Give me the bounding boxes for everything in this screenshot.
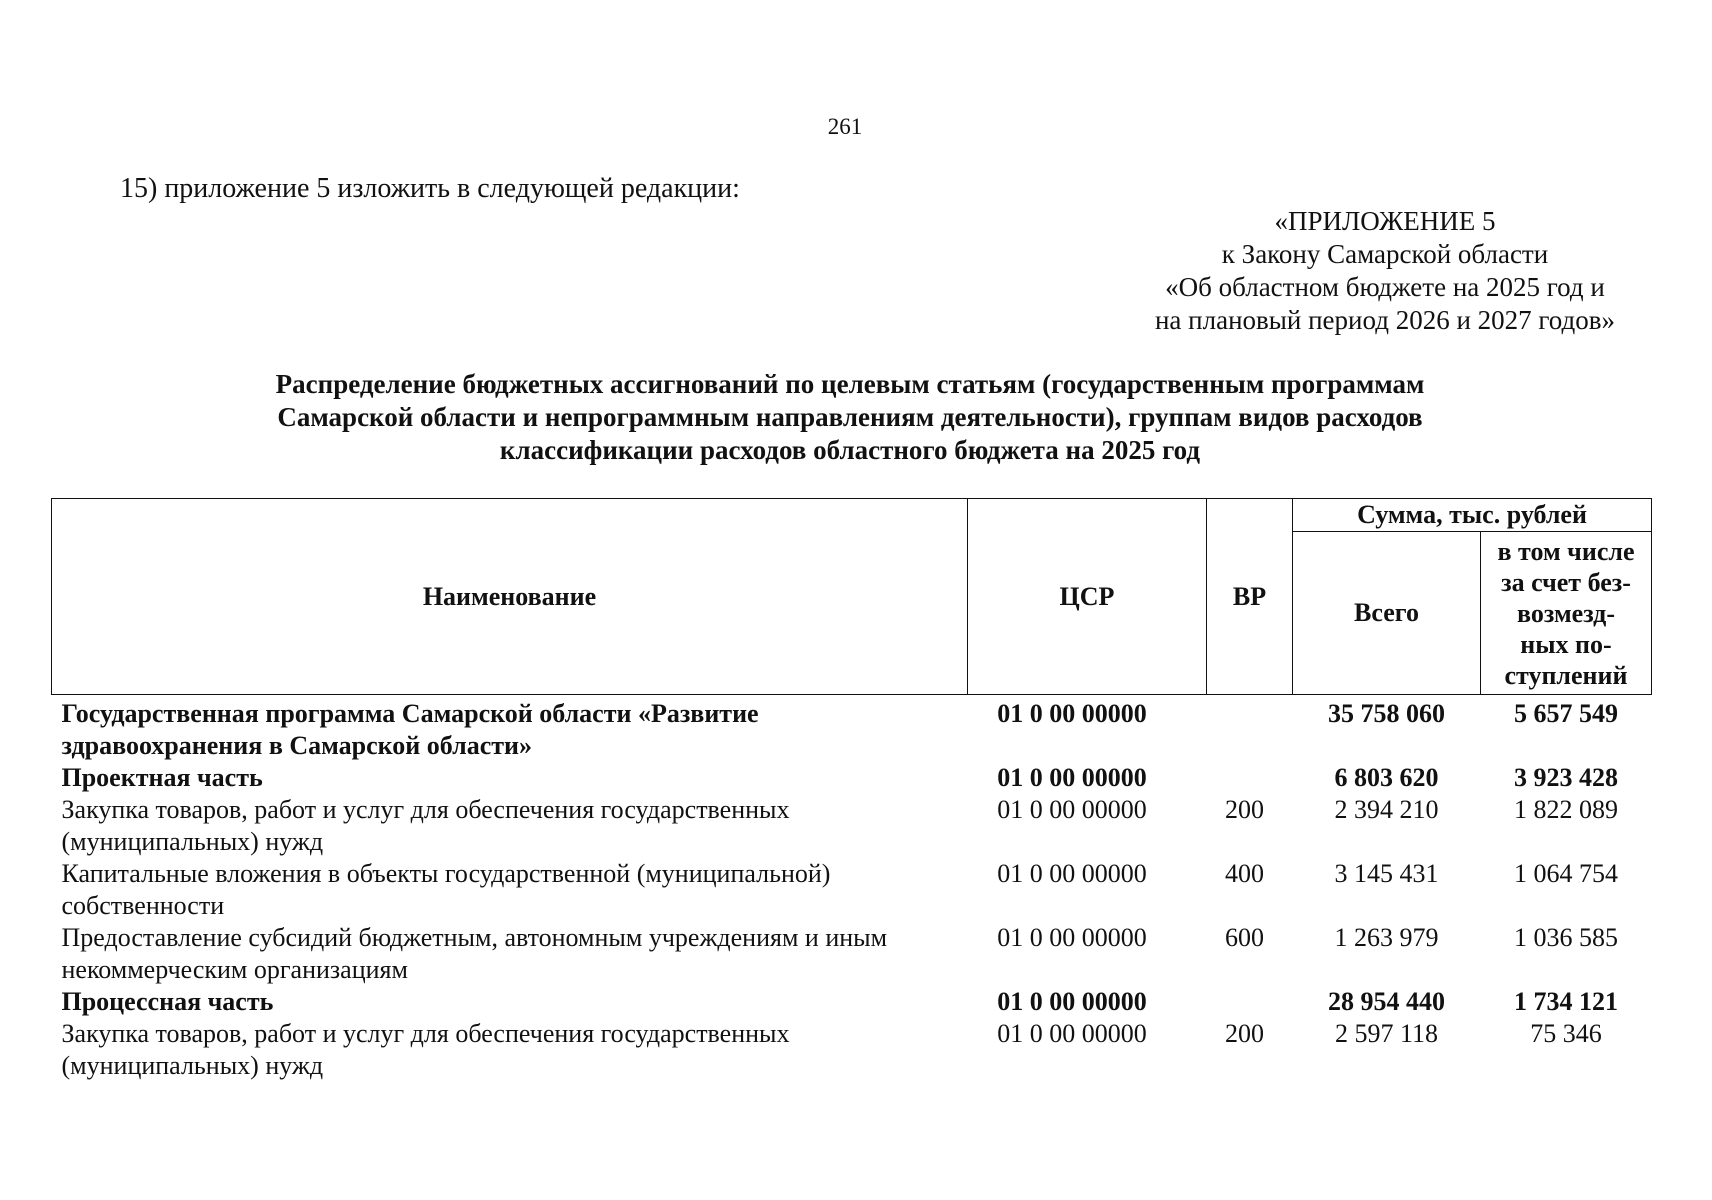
row-name: Государственная программа Самарской области «Развитие здравоохранения в Самарской области» — [61, 699, 759, 760]
table-row — [52, 986, 1652, 1018]
row-vr — [1207, 695, 1293, 763]
table-row — [52, 762, 1652, 794]
row-name: Проектная часть — [61, 763, 263, 792]
row-total: 3 145 431 — [1334, 859, 1439, 888]
table-title — [180, 368, 1520, 467]
appendix-line: «ПРИЛОЖЕНИЕ 5 — [1274, 206, 1496, 236]
page-number: 261 — [827, 114, 863, 139]
row-vr — [1207, 986, 1293, 1018]
row-free: 1 822 089 — [1514, 795, 1618, 824]
row-csr: 01 0 00 00000 — [997, 699, 1147, 728]
row-csr: 01 0 00 00000 — [997, 923, 1147, 952]
row-total: 28 954 440 — [1328, 987, 1445, 1016]
table-title-line: Распределение бюджетных ассигнований по целевым статьям (государственным программам — [275, 369, 1425, 399]
row-total: 2 597 118 — [1334, 1019, 1439, 1048]
row-vr: 200 — [1225, 1019, 1264, 1048]
header-csr: ЦСР — [968, 499, 1207, 695]
table-row — [52, 794, 1652, 858]
row-free: 5 657 549 — [1514, 699, 1618, 728]
row-free: 3 923 428 — [1514, 763, 1618, 792]
row-csr: 01 0 00 00000 — [997, 987, 1147, 1016]
row-name: Закупка товаров, работ и услуг для обеспечения государственных (муниципальных) нужд — [61, 795, 790, 856]
header-sum: Сумма, тыс. рублей — [1293, 499, 1652, 532]
table-row — [52, 695, 1652, 763]
row-csr: 01 0 00 00000 — [997, 763, 1147, 792]
row-total: 1 263 979 — [1334, 923, 1439, 952]
table-row — [52, 1018, 1652, 1082]
header-free-line: возмезд- — [1517, 598, 1615, 628]
row-total: 6 803 620 — [1334, 763, 1439, 792]
header-free-line: за счет без- — [1501, 567, 1631, 597]
header-free-line: ступлений — [1504, 660, 1628, 690]
row-total: 2 394 210 — [1334, 795, 1439, 824]
header-name: Наименование — [52, 499, 968, 695]
table-row — [52, 858, 1652, 922]
row-name: Закупка товаров, работ и услуг для обеспечения государственных (муниципальных) нужд — [61, 1019, 790, 1080]
row-csr: 01 0 00 00000 — [997, 795, 1147, 824]
row-vr: 600 — [1225, 923, 1264, 952]
table-body — [52, 695, 1652, 1083]
table-row — [52, 922, 1652, 986]
appendix-header — [1100, 205, 1670, 337]
row-name: Процессная часть — [61, 987, 274, 1016]
appendix-line: на плановый период 2026 и 2027 годов» — [1154, 305, 1616, 335]
table-title-line: Самарской области и непрограммным направлениям деятельности), группам видов расходов — [277, 402, 1423, 432]
header-free — [1481, 532, 1652, 695]
row-vr: 400 — [1225, 859, 1264, 888]
appendix-line: «Об областном бюджете на 2025 год и — [1165, 272, 1605, 302]
header-total: Всего — [1293, 532, 1481, 695]
header-free-line: ных по- — [1520, 629, 1612, 659]
row-free: 1 036 585 — [1514, 923, 1618, 952]
row-name: Капитальные вложения в объекты государственной (муниципальной) собственности — [61, 859, 831, 920]
row-free: 1 064 754 — [1514, 859, 1618, 888]
header-vr: ВР — [1207, 499, 1293, 695]
row-csr: 01 0 00 00000 — [997, 859, 1147, 888]
table-header — [52, 499, 1652, 695]
intro-text: 15) приложение 5 изложить в следующей редакции: — [120, 173, 740, 204]
table-title-line: классификации расходов областного бюджета на 2025 год — [499, 435, 1201, 465]
row-name: Предоставление субсидий бюджетным, автономным учреждениям и иным некоммерческим организациям — [61, 923, 888, 984]
row-free: 75 346 — [1530, 1019, 1602, 1048]
row-total: 35 758 060 — [1328, 699, 1445, 728]
appendix-line: к Закону Самарской области — [1221, 239, 1549, 269]
row-csr: 01 0 00 00000 — [997, 1019, 1147, 1048]
header-free-line: в том числе — [1497, 536, 1635, 566]
row-free: 1 734 121 — [1514, 987, 1618, 1016]
row-vr — [1207, 762, 1293, 794]
row-vr: 200 — [1225, 795, 1264, 824]
budget-table — [51, 498, 1652, 1082]
